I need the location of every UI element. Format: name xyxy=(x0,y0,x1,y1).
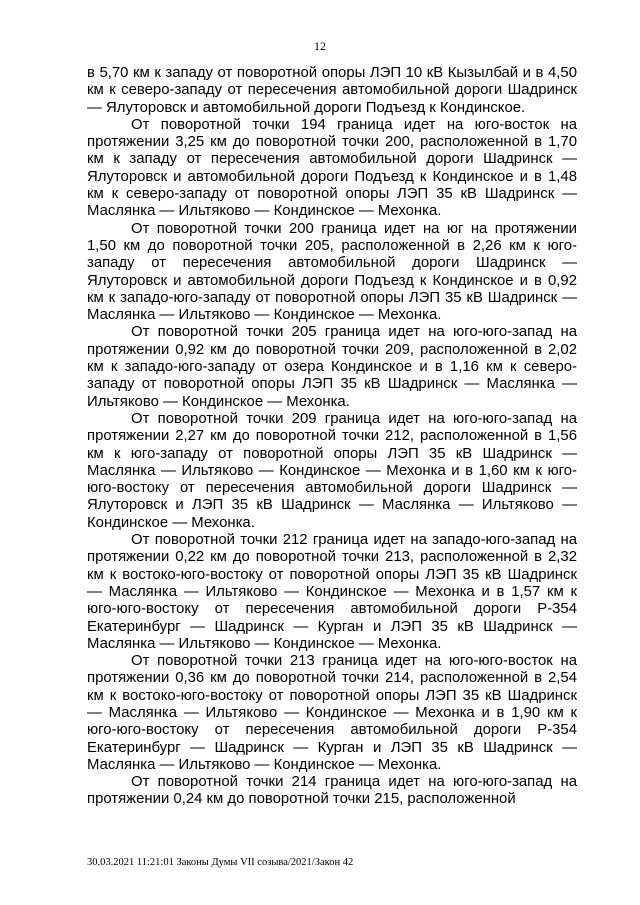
page-number: 12 xyxy=(314,39,326,53)
document-footer: 30.03.2021 11:21:01 Законы Думы VII созыва/2021/Закон 42 xyxy=(87,857,354,868)
paragraph: От поворотной точки 214 граница идет на юго-юго-запад на протяжении 0,24 км до поворотной точки 215, расположенной xyxy=(87,774,577,808)
paragraph: От поворотной точки 209 граница идет на юго-юго-запад на протяжении 2,27 км до поворотной точки 212, расположенной в 1,56 км к юго-западу от поворотной опоры ЛЭП 35 кВ Шадринск — Маслянка — Ильтяково — Кондинское — Мехонка и в 1,60 км к юго-юго-востоку от пересечения автомобильной дороги Шадринск — Ялуторовск и ЛЭП 35 кВ Шадринск — Маслянка — Ильтяково — Кондинское — Мехонка. xyxy=(87,410,577,531)
paragraph: От поворотной точки 213 граница идет на юго-юго-восток на протяжении 0,36 км до поворотной точки 214, расположенной в 2,54 км к востоко-юго-востоку от поворотной опоры ЛЭП 35 кВ Шадринск — Маслянка — Ильтяково — Кондинское — Мехонка и в 1,90 км к юго-юго-востоку от пересечения автомобильной дороги Р-354 Екатеринбург — Шадринск — Курган и ЛЭП 35 кВ Шадринск — Маслянка — Ильтяково — Кондинское — Мехонка. xyxy=(87,653,577,773)
paragraph: От поворотной точки 212 граница идет на западо-юго-запад на протяжении 0,22 км до поворотной точки 213, расположенной в 2,32 км к востоко-юго-востоку от поворотной опоры ЛЭП 35 кВ Шадринск — Маслянка — Ильтяково — Кондинское — Мехонка и в 1,57 км к юго-юго-востоку от пересечения автомобильной дороги Р-354 Екатеринбург — Шадринск — Курган и ЛЭП 35 кВ Шадринск — Маслянка — Ильтяково — Кондинское — Мехонка. xyxy=(87,532,577,652)
paragraph: От поворотной точки 205 граница идет на юго-юго-запад на протяжении 0,92 км до поворотной точки 209, расположенной в 2,02 км к западо-юго-западу от озера Кондинское и в 1,16 км к северо-западу от поворотной опоры ЛЭП 35 кВ Шадринск — Маслянка — Ильтяково — Кондинское — Мехонка. xyxy=(87,324,577,410)
document-body xyxy=(87,65,577,809)
paragraph: в 5,70 км к западу от поворотной опоры ЛЭП 10 кВ Кызылбай и в 4,50 км к северо-западу от пересечения автомобильной дороги Шадринск — Ялуторовск и автомобильной дороги Подъезд к Кондинское. xyxy=(87,65,577,116)
paragraph: От поворотной точки 200 граница идет на юг на протяжении 1,50 км до поворотной точки 205, расположенной в 2,26 км к юго-западу от пересечения автомобильной дороги Шадринск — Ялуторовск и автомобильной дороги Подъезд к Кондинское и в 0,92 км к западо-юго-западу от поворотной опоры ЛЭП 35 кВ Шадринск — Маслянка — Ильтяково — Кондинское — Мехонка. xyxy=(87,220,577,324)
paragraph: От поворотной точки 194 граница идет на юго-восток на протяжении 3,25 км до поворотной точки 200, расположенной в 1,70 км к западу от пересечения автомобильной дороги Шадринск — Ялуторовск и автомобильной дороги Подъезд к Кондинское и в 1,48 км к северо-западу от поворотной опоры ЛЭП 35 кВ Шадринск — Маслянка — Ильтяково — Кондинское — Мехонка. xyxy=(87,116,577,220)
